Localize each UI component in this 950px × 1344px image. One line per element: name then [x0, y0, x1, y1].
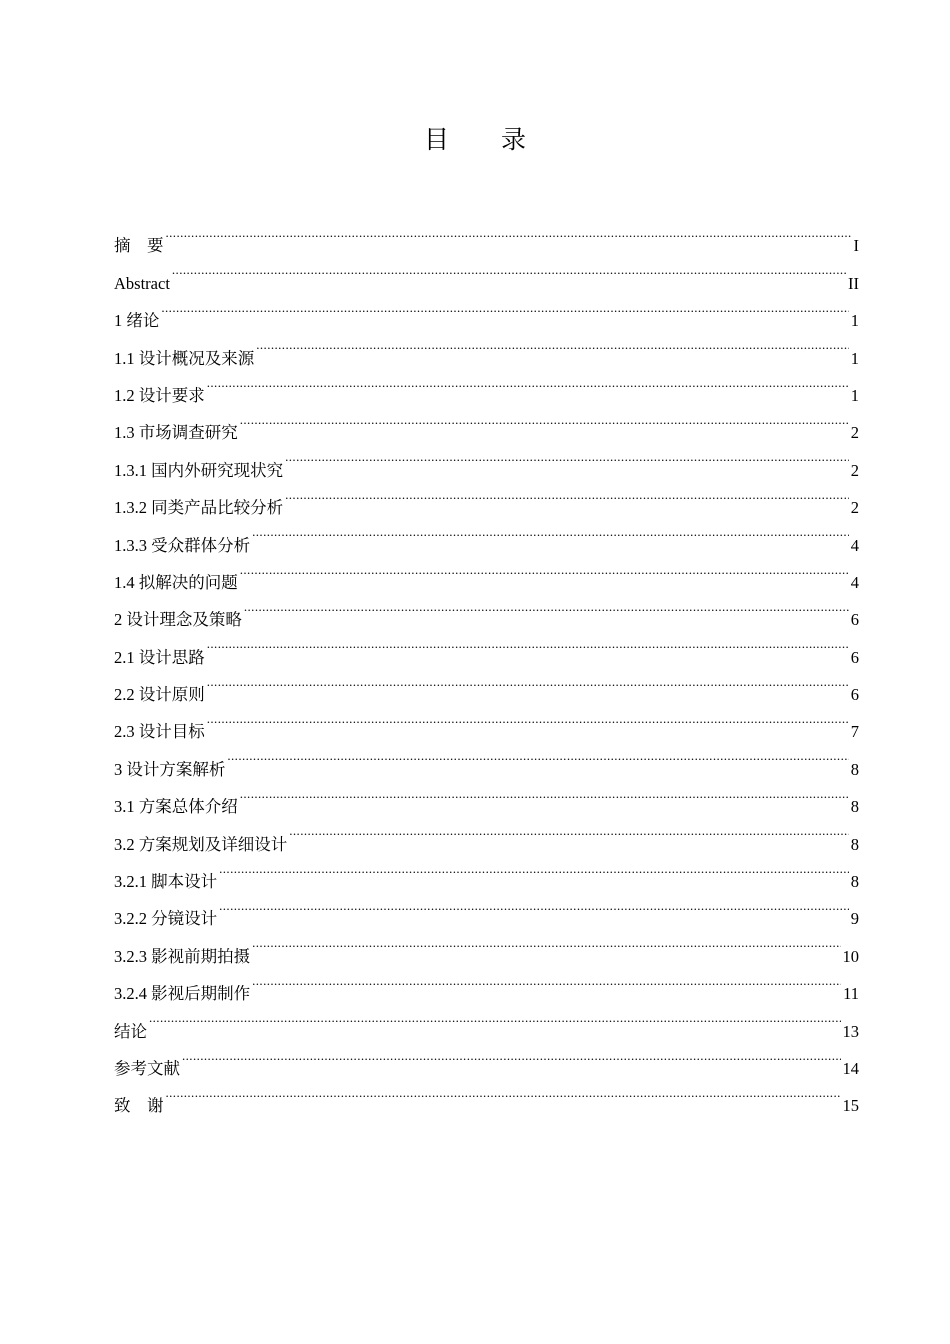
toc-leader-dots	[285, 438, 849, 475]
toc-entry-page: 7	[850, 722, 859, 742]
toc-leader-dots	[256, 326, 849, 363]
toc-entry-label: 3.2 方案规划及详细设计	[114, 834, 288, 854]
toc-entry-page: 8	[850, 759, 859, 779]
toc-list	[114, 214, 859, 1116]
toc-leader-dots	[172, 251, 846, 288]
toc-leader-dots	[227, 737, 848, 774]
toc-entry-page: 2	[850, 423, 859, 443]
toc-entry-label: 1.2 设计要求	[114, 385, 205, 405]
toc-leader-dots	[219, 887, 849, 924]
toc-leader-dots	[207, 625, 849, 662]
toc-entry[interactable]	[114, 625, 859, 667]
toc-entry-page: 14	[842, 1058, 859, 1078]
toc-entry-page: 6	[850, 685, 859, 705]
toc-entry-label: 摘 要	[114, 236, 164, 256]
toc-entry-label: 1.1 设计概况及来源	[114, 348, 255, 368]
toc-entry[interactable]	[114, 289, 859, 331]
toc-entry-page: 13	[842, 1021, 859, 1041]
toc-entry-page: 2	[850, 498, 859, 518]
toc-entry[interactable]	[114, 326, 859, 368]
toc-leader-dots	[244, 588, 849, 625]
toc-entry-page: 1	[850, 348, 859, 368]
toc-entry-page: 1	[850, 385, 859, 405]
toc-leader-dots	[149, 999, 841, 1036]
toc-entry-page: 8	[850, 872, 859, 892]
toc-entry-label: 1 绪论	[114, 311, 160, 331]
toc-entry-page: 4	[850, 535, 859, 555]
toc-entry-label: 2.3 设计目标	[114, 722, 205, 742]
toc-entry-page: 8	[850, 797, 859, 817]
toc-entry[interactable]	[114, 887, 859, 929]
toc-leader-dots	[252, 513, 849, 550]
toc-entry-page: II	[848, 273, 859, 293]
toc-leader-dots	[207, 663, 849, 700]
toc-entry[interactable]	[114, 1037, 859, 1078]
toc-entry[interactable]	[114, 663, 859, 705]
toc-entry[interactable]	[114, 214, 859, 256]
toc-entry-label: 3.2.4 影视后期制作	[114, 984, 251, 1004]
toc-leader-dots	[240, 551, 849, 588]
toc-entry-label: 结论	[114, 1021, 147, 1041]
toc-leader-dots	[240, 401, 849, 438]
toc-entry-label: 2 设计理念及策略	[114, 610, 242, 630]
toc-entry-label: 1.3.1 国内外研究现状究	[114, 460, 284, 480]
toc-leader-dots	[285, 476, 849, 513]
toc-entry[interactable]	[114, 700, 859, 742]
toc-leader-dots	[166, 214, 852, 251]
toc-entry[interactable]	[114, 850, 859, 892]
toc-entry-label: 1.3.3 受众群体分析	[114, 535, 251, 555]
toc-entry[interactable]	[114, 251, 859, 293]
toc-entry[interactable]	[114, 401, 859, 443]
toc-leader-dots	[219, 850, 849, 887]
toc-entry-page: 1	[850, 311, 859, 331]
toc-leader-dots	[207, 700, 849, 737]
toc-leader-dots	[289, 812, 849, 849]
toc-entry-label: 3.1 方案总体介绍	[114, 797, 238, 817]
toc-entry-page: 11	[843, 984, 859, 1004]
toc-entry[interactable]	[114, 999, 859, 1041]
toc-entry[interactable]	[114, 364, 859, 405]
toc-leader-dots	[252, 924, 840, 961]
toc-entry-label: 2.2 设计原则	[114, 685, 205, 705]
toc-entry-page: I	[853, 236, 859, 256]
toc-leader-dots	[161, 289, 848, 326]
toc-entry-label: Abstract	[114, 273, 170, 293]
toc-entry[interactable]	[114, 924, 859, 966]
toc-leader-dots	[182, 1037, 841, 1074]
toc-entry-page: 4	[850, 572, 859, 592]
toc-entry-page: 15	[842, 1096, 859, 1116]
toc-leader-dots	[252, 962, 841, 999]
toc-entry-label: 参考文献	[114, 1058, 180, 1078]
toc-entry-label: 3.2.3 影视前期拍摄	[114, 946, 251, 966]
toc-entry-page: 8	[850, 834, 859, 854]
toc-entry-label: 1.4 拟解决的问题	[114, 572, 238, 592]
toc-entry[interactable]	[114, 1074, 859, 1116]
page-title: 目 录	[424, 125, 548, 154]
toc-leader-dots	[207, 364, 849, 401]
toc-entry-page: 6	[850, 610, 859, 630]
toc-entry-label: 1.3.2 同类产品比较分析	[114, 498, 284, 518]
toc-entry[interactable]	[114, 737, 859, 779]
toc-entry-page: 2	[850, 460, 859, 480]
toc-entry-label: 2.1 设计思路	[114, 647, 205, 667]
toc-entry-page: 6	[850, 647, 859, 667]
toc-entry-label: 3 设计方案解析	[114, 759, 226, 779]
toc-entry-page: 9	[850, 909, 859, 929]
toc-entry-label: 3.2.1 脚本设计	[114, 872, 218, 892]
toc-entry-label: 1.3 市场调查研究	[114, 423, 238, 443]
toc-leader-dots	[166, 1074, 841, 1111]
toc-entry-page: 10	[842, 946, 859, 966]
toc-entry-label: 致 谢	[114, 1096, 164, 1116]
toc-entry-label: 3.2.2 分镜设计	[114, 909, 218, 929]
toc-leader-dots	[240, 775, 849, 812]
